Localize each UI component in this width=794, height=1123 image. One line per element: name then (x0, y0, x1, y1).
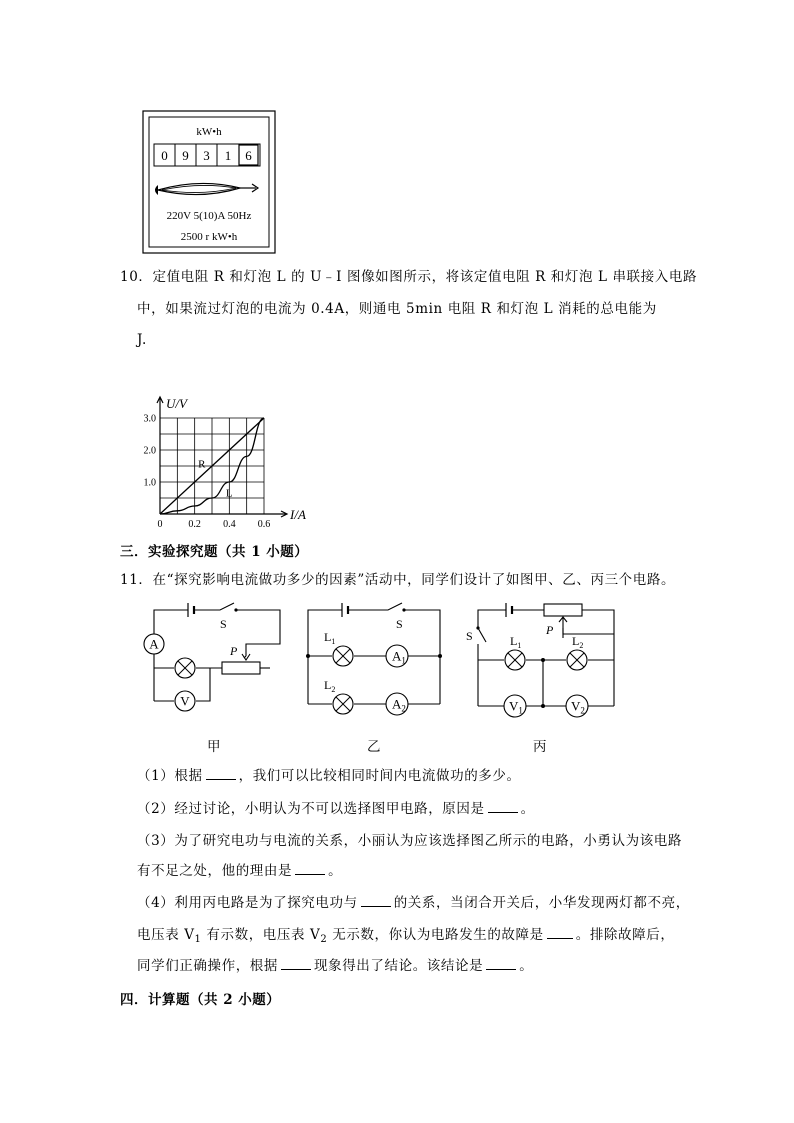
meter-spec-line1: 220V 5(10)A 50Hz (166, 210, 252, 222)
subscript: 2 (580, 705, 585, 716)
lamp-label-L1: L (324, 630, 332, 644)
caption-jia: 甲 (207, 739, 222, 755)
q11-part3-line2 (137, 856, 342, 887)
lamp-icon (505, 650, 525, 670)
answer-blank[interactable] (295, 862, 325, 875)
subscript: 2 (320, 934, 328, 945)
q11-part4-line3 (137, 951, 533, 982)
svg-text:L1 (324, 630, 335, 646)
y-tick-label: 2.0 (143, 445, 156, 457)
circuit-yi (300, 598, 450, 720)
meter-spec-line2: 2500 r kW•h (180, 231, 238, 243)
part3-text-b: 。 (328, 863, 343, 879)
part3-text-a: 有不足之处，他的理由是 (137, 863, 293, 879)
q11-stem: 11．在“探究影响电流做功多少的因素”活动中，同学们设计了如图甲、乙、丙三个电路。 (120, 572, 676, 588)
lamp-icon (567, 650, 587, 670)
y-axis-label: U/V (166, 396, 187, 411)
meter-label-A1: A (392, 648, 402, 664)
slider-label-P: P (230, 644, 238, 658)
meter-label-A2: A (392, 696, 402, 712)
part4-text-a: （4）利用丙电路是为了探究电功与 (137, 895, 358, 911)
meter-digit: 0 (161, 148, 168, 163)
q11-part4-line1 (137, 888, 690, 919)
caption-bing: 丙 (533, 739, 548, 755)
meter-label-V: V (180, 693, 190, 709)
electric-meter-figure (140, 108, 278, 256)
x-tick-label: 0.6 (257, 519, 271, 530)
switch-label-S: S (466, 629, 473, 643)
meter-unit: kW•h (196, 126, 222, 138)
q11-part1 (137, 761, 521, 792)
answer-blank[interactable] (206, 767, 236, 780)
x-tick-label: 0 (157, 519, 163, 530)
meter-digit: 9 (182, 148, 189, 163)
lamp-icon (175, 658, 195, 678)
part4-text-h: 现象得出了结论。该结论是 (314, 958, 484, 974)
lamp-label-L2: L (324, 678, 332, 692)
answer-blank[interactable] (361, 894, 391, 907)
q10-line2: 中，如果流过灯泡的电流为 0.4A，则通电 5min 电阻 R 和灯泡 L 消耗的总电能为 (137, 301, 657, 317)
part1-text-a: （1）根据 (137, 768, 203, 784)
part2-text-b: 。 (520, 801, 535, 817)
part4-text-d: 有示数，电压表 V (201, 927, 321, 943)
subscript: 1 (517, 641, 522, 650)
meter-rotor-disc-icon (155, 183, 258, 195)
switch-label-S: S (396, 617, 403, 631)
answer-blank[interactable] (281, 957, 311, 970)
part4-text-c: 电压表 V (137, 927, 195, 943)
subscript: 1 (194, 934, 202, 945)
meter-digit: 6 (245, 148, 252, 163)
q11-part4-line2 (137, 920, 674, 955)
lamp-icon (333, 694, 353, 714)
subscript: 1 (401, 655, 406, 666)
meter-label-V2: V (571, 698, 581, 714)
part4-text-i: 。 (519, 958, 534, 974)
u-i-chart (136, 388, 326, 530)
x-tick-label: 0.4 (223, 519, 236, 530)
part2-text-a: （2）经过讨论，小明认为不可以选择图甲电路，原因是 (137, 801, 485, 817)
x-tick-label: 0.2 (188, 519, 201, 530)
part1-text-b: ，我们可以比较相同时间内电流做功的多少。 (238, 768, 521, 784)
answer-blank[interactable] (488, 800, 518, 813)
lamp-label-L1: L (510, 634, 518, 648)
y-tick-label: 3.0 (143, 413, 156, 425)
slider-label-P: P (546, 623, 554, 637)
meter-digit: 1 (224, 148, 232, 163)
part4-text-g: 同学们正确操作，根据 (137, 958, 278, 974)
subscript: 2 (331, 685, 336, 694)
svg-text:L2 (572, 634, 583, 650)
subscript: 2 (401, 703, 406, 714)
part4-text-f: 。排除故障后， (575, 927, 675, 943)
answer-blank[interactable] (547, 926, 573, 939)
svg-text:L2 (324, 678, 335, 694)
subscript: 2 (579, 641, 584, 650)
meter-digit: 3 (203, 148, 210, 163)
section4-title: 四．计算题（共 2 小题） (120, 992, 281, 1008)
series-label-R: R (198, 458, 206, 471)
meter-label-A: A (149, 636, 159, 652)
caption-yi: 乙 (367, 739, 382, 755)
lamp-icon (333, 646, 353, 666)
part4-text-e: 无示数，你认为电路发生的故障是 (327, 927, 544, 943)
svg-text:L1 (510, 634, 521, 650)
series-label-L: L (225, 487, 233, 500)
lamp-label-L2: L (572, 634, 580, 648)
circuit-jia (138, 598, 288, 718)
meter-digit-row (154, 144, 260, 166)
x-axis-label: I/A (290, 507, 306, 522)
circuit-bing (466, 598, 626, 720)
subscript: 1 (518, 705, 523, 716)
q10-line1: 10．定值电阻 R 和灯泡 L 的 U﹣I 图像如图所示，将该定值电阻 R 和灯泡 L 串联接入电路 (120, 269, 698, 285)
part4-text-b: 的关系，当闭合开关后，小华发现两灯都不亮， (393, 895, 690, 911)
y-tick-label: 1.0 (143, 477, 156, 489)
q10-line3: J. (137, 332, 147, 348)
meter-label-V1: V (509, 698, 519, 714)
q11-part3-line1: （3）为了研究电功与电流的关系，小丽认为应该选择图乙所示的电路，小勇认为该电路 (137, 833, 682, 849)
switch-label-S: S (220, 617, 227, 631)
q11-part2 (137, 794, 535, 825)
section3-title: 三．实验探究题（共 1 小题） (120, 544, 309, 560)
subscript: 1 (331, 637, 336, 646)
answer-blank[interactable] (486, 957, 516, 970)
